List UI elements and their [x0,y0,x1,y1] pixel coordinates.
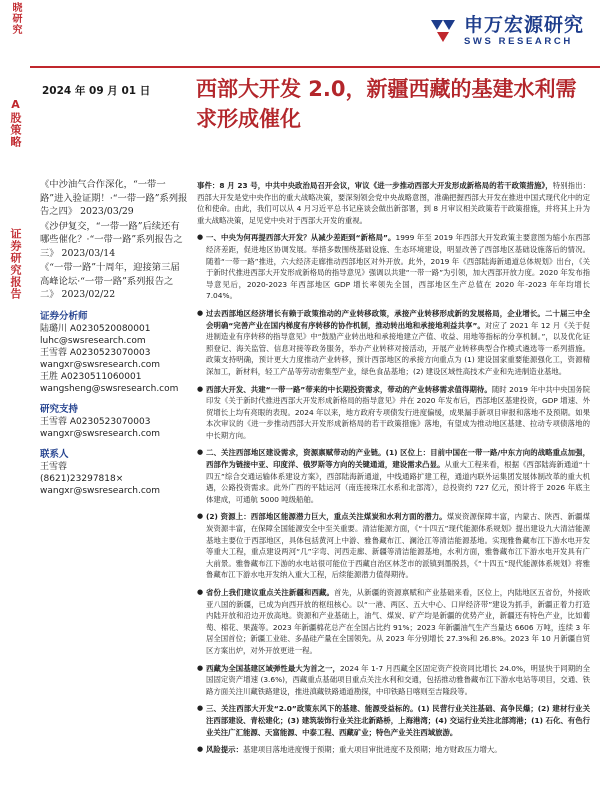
bullet-paragraph [197,384,590,442]
left-sidebar [40,178,188,497]
side-label-top: 晓研究 [10,2,21,35]
logo-chinese-name: 申万宏源研究 [463,14,584,36]
bullet-icon: ● [197,588,204,596]
contact-heading: 联系人 [40,448,69,460]
sws-logo [428,14,584,47]
side-label-category: A股策略 [9,98,22,148]
paragraph-text: 1999 年至 2019 年西部大开发政策主要意图为缩小东西部经济差距，促进地区协调发展。举措多数围绕基础设施、生态环境建设，明显改善了西部地区基础设施落后的情况。随着“一带一路”推进，六大经济走廊推动西部地区对外开放。此外，2019 年《西部陆海新通道总体规划》出台，《关于新时代推进西部大开发形成新格局的指导意见》强调以共建“一带一路”为引领，加大西部开放力度。2020 年发布指导意见后，2020-2023 年西部地区 GDP 增长率领先全国，西部地区生产总值在 2020 年-2023 年年均增长 7.04%。 [206,233,591,301]
paragraph-text: 首先，从新疆的资源禀赋和产业基础来看，区位上，内陆地区五省份，外接欧亚八国的新疆，已成为向西开放的枢纽核心。以“一港、两区、五大中心、口岸经济带”建设为抓手，新疆正着力打造内陆开放和沿边开放高地。资源和产业基础上，油气、煤炭、矿产均是新疆的优势产业，新疆还有特色产业，比如葡萄、棉花、果蔬等。2023 年新疆棉花总产在全国占比约 91%；2023 年新疆油气生产当量达 6606 万吨，连续 3 年居全国首位；新疆工业硅、多晶硅产量在全国领先。从 2023 年分别增长 27.3%和 26.8%。2023 年 10 月新疆自贸区方案出炉，对外开放更进一程。 [206,588,590,655]
paragraph-lead: 过去西部地区经济增长有赖于政策推动的产业转移政策，承接产业转移形成新的发展格局，企业增长。二十届三中全会明确“完善产业在国内梯度有序转移的协作机制，推动转出地和承接地利益共享”。 [206,308,590,330]
analyst-email[interactable]: luhc@swsresearch.com [40,335,146,346]
analysts-heading: 证券分析师 [40,310,88,322]
analyst-email[interactable]: wangxr@swsresearch.com [40,359,161,370]
related-report-item[interactable]: 《沙伊复交，“一带一路”后续还有哪些催化？·“一带一路”系列报告之三》 2023/03/14 [40,220,183,259]
paragraph-lead: 风险提示： [206,745,243,755]
bullet-paragraph [197,308,590,378]
logo-english-name: SWS RESEARCH [463,36,573,47]
contact-phone: (8621)23297818× [40,473,124,484]
bullet-icon: ● [197,745,204,754]
paragraph-lead: 二、关注西部地区建设需求，资源禀赋带动的产业链。(1) 区位上：目前中国在一带一路/中东方向的战略重点加强，西部作为链接中亚、印度洋、俄罗斯等方向的关键通道，建设需求凸显。 [206,448,590,470]
paragraph-lead: 一、中央为何再提西部大开发？从减少差距到“新格局”。 [206,233,396,243]
bullet-paragraph [197,587,590,657]
analyst-email[interactable]: wangsheng@swsresearch.com [40,383,179,394]
support-line: 王雪蓉 A0230523070003 [40,416,151,427]
side-label-report-type: 证券研究报告 [9,228,22,300]
sws-logo-icon [428,16,458,46]
report-body [197,180,590,762]
support-email[interactable]: wangxr@swsresearch.com [40,428,161,439]
bullet-paragraph [197,703,590,738]
bullet-icon: ● [197,448,204,457]
paragraph-text: 对应了 2021 年 12 月《关于促进制造业有序转移的指导意见》中“鼓励产业转出地和承接地建立产值、收益、用地等指标的分享机制。”，以及优化证照登记、海关监管、信息对接等政务服务，举办产业转移对接活动，开展产业转移典型合作模式遴选等一系列措施。政策支持明确，预计更大力度推动产业转移，预计西部地区的承接方向重点为 (1) 建设国家重要能源强化工，资源精深加工，新材料，轻工产品等劳动密集型产业，绿色食品基地；(2) 建设区域性高技术产业和先进制造业基地。 [206,320,590,376]
header-divider [30,66,600,68]
contact-email[interactable]: wangxr@swsresearch.com [40,485,161,496]
bullet-paragraph [197,232,590,302]
paragraph-text: 从重大工程来看，根据《西部陆海新通道“十四五”综合交通运输体系建设方案》，西部陆海新通道，中线通路扩建工程，通道内联外运集团发展体制改革的重大机遇，公路投资需求。此外广西的平陆运河（南连接珠江水系和北部湾），总投资约 727 亿元，预计将于 2026 年底主体建成，可通航 5000 吨级船舶。 [206,460,590,504]
event-paragraph [197,180,590,226]
analyst-line: 陆璐川 A0230520080001 [40,323,151,334]
analyst-line: 王胜 A0230511060001 [40,371,142,382]
analyst-line: 王雪蓉 A0230523070003 [40,347,151,358]
paragraph-lead: 省份上我们建议重点关注新疆和西藏。 [206,588,335,597]
paragraph-lead: (2) 资源上：西部地区能源潜力巨大，重点关注煤炭和水利方面的潜力。 [206,512,447,522]
bullet-icon: ● [197,512,204,521]
report-title: 西部大开发 2.0，新疆西藏的基建水利需求形成催化 [196,77,577,131]
paragraph-lead: 西部大开发、共建“一带一路”带来的中长期投资需求，带动的产业转移需求值得期待。 [206,384,492,394]
risk-warning [197,744,590,756]
bullet-paragraph [197,447,590,505]
paragraph-text: 特别指出：西部大开发是党中央作出的重大战略决策，要深刻领会党中央战略意图，准确把握西部大开发在推进中国式现代化中的定位和使命。由此，我们可以从 4 月习近平总书记座谈会做出新部署，到 8 月审议相关政策若干政策措施，并将其上升为重大战略决策，足见党中央对于西部大开发的重视。 [197,181,590,225]
paragraph-lead: 西藏为全国基建区域弹性最大为首之一， [206,663,340,673]
research-support-heading: 研究支持 [40,403,79,415]
bullet-icon: ● [197,233,204,242]
bullet-icon: ● [197,704,204,713]
related-reports [40,178,188,302]
bullet-paragraph [197,663,590,698]
page-header [30,0,600,72]
report-date: 2024 年 09 月 01 日 [42,85,151,97]
paragraph-lead: 三、关注西部大开发“2.0”政策东风下的基建、能源受益标的。(1) 民营行业关注基础、高争民爆；(2) 建材行业关注西部建设、青松建化；(3) 建筑装饰行业关注北新路桥，上海港湾；(4) 交运行业关注北部湾港；(1) 石化、有色行业关注广汇能源、天富能源、中泰工程、西藏矿业；特色产业关注西域旅游。 [206,704,590,737]
paragraph-text: 基建项目落地进度慢于预期；重大项目审批进度不及预期；地方财政压力增大。 [242,745,502,755]
bullet-paragraph [197,511,590,581]
related-report-item[interactable]: 《中沙油气合作深化，“一带一路”进入验证期！·“一带一路”系列报告之四》 2023/03/29 [40,179,188,217]
bullet-icon: ● [197,663,204,672]
paragraph-text: 2024 年 1-7 月西藏全区固定资产投资同比增长 24.0%，明显快于同期的全国固定资产增速 (3.6%)，西藏重点基础项目重点关注水利和交通，包括推动雅鲁藏布江下游水电站等项目，交通、铁路方面关注川藏铁路建设，推进滇藏铁路通道勘探，中印铁路日喀则至吉隆段等。 [206,663,590,696]
paragraph-text: 随时 2019 年中共中央国务院印发《关于新时代推进西部大开发形成新格局的指导意见》并在 2020 年发布后，西部地区基建投资，GDP 增速、外贸增长上均有亮眼的表现。2024 年以来，地方政府专项债发行进度偏缓，成果漏手新项目审报和落地不及预期。如果本次审议的《进一步推动西部大开发形成新格局的若干政策措施》落地，有望成为推动地区基建、拉动专项债落地的中长期方向。 [206,384,591,440]
side-strip [0,0,30,800]
bullet-icon: ● [197,384,204,393]
paragraph-lead: 事件：8 月 23 号，中共中央政治局召开会议，审议《进一步推动西部大开发形成新格局的若干政策措施》， [197,181,553,190]
paragraph-text: 煤炭资源保障丰富，内蒙古、陕西、新疆煤炭资源丰富，在保障全国能源安全中至关重要。清洁能源方面，《“十四五”现代能源体系规划》提出建设九大清洁能源基地主要位于西部地区，具体包括黄河上中游、雅鲁藏布江、澜沧江等清洁能源基地。实现雅鲁藏布江下游水电开发等重大工程，重点建设两河“几”字弯、河西走廊、新疆等清洁能源基地，水利方面，雅鲁藏布江下游水电开发具有广大前景。雅鲁藏布江下游的水电站很可能位于西藏自治区林芝市的派镇到墨脱县，《“十四五”现代能源体系规划》将雅鲁藏布江下游水电开发纳入重大工程，后续能源潜力值得期待。 [206,512,590,580]
contact-name: 王雪蓉 [40,461,68,472]
related-report-item[interactable]: 《“一带一路”十周年，迎接第三届高峰论坛·“一带一路”系列报告之二》 2023/02/22 [40,262,180,300]
bullet-icon: ● [197,308,204,317]
